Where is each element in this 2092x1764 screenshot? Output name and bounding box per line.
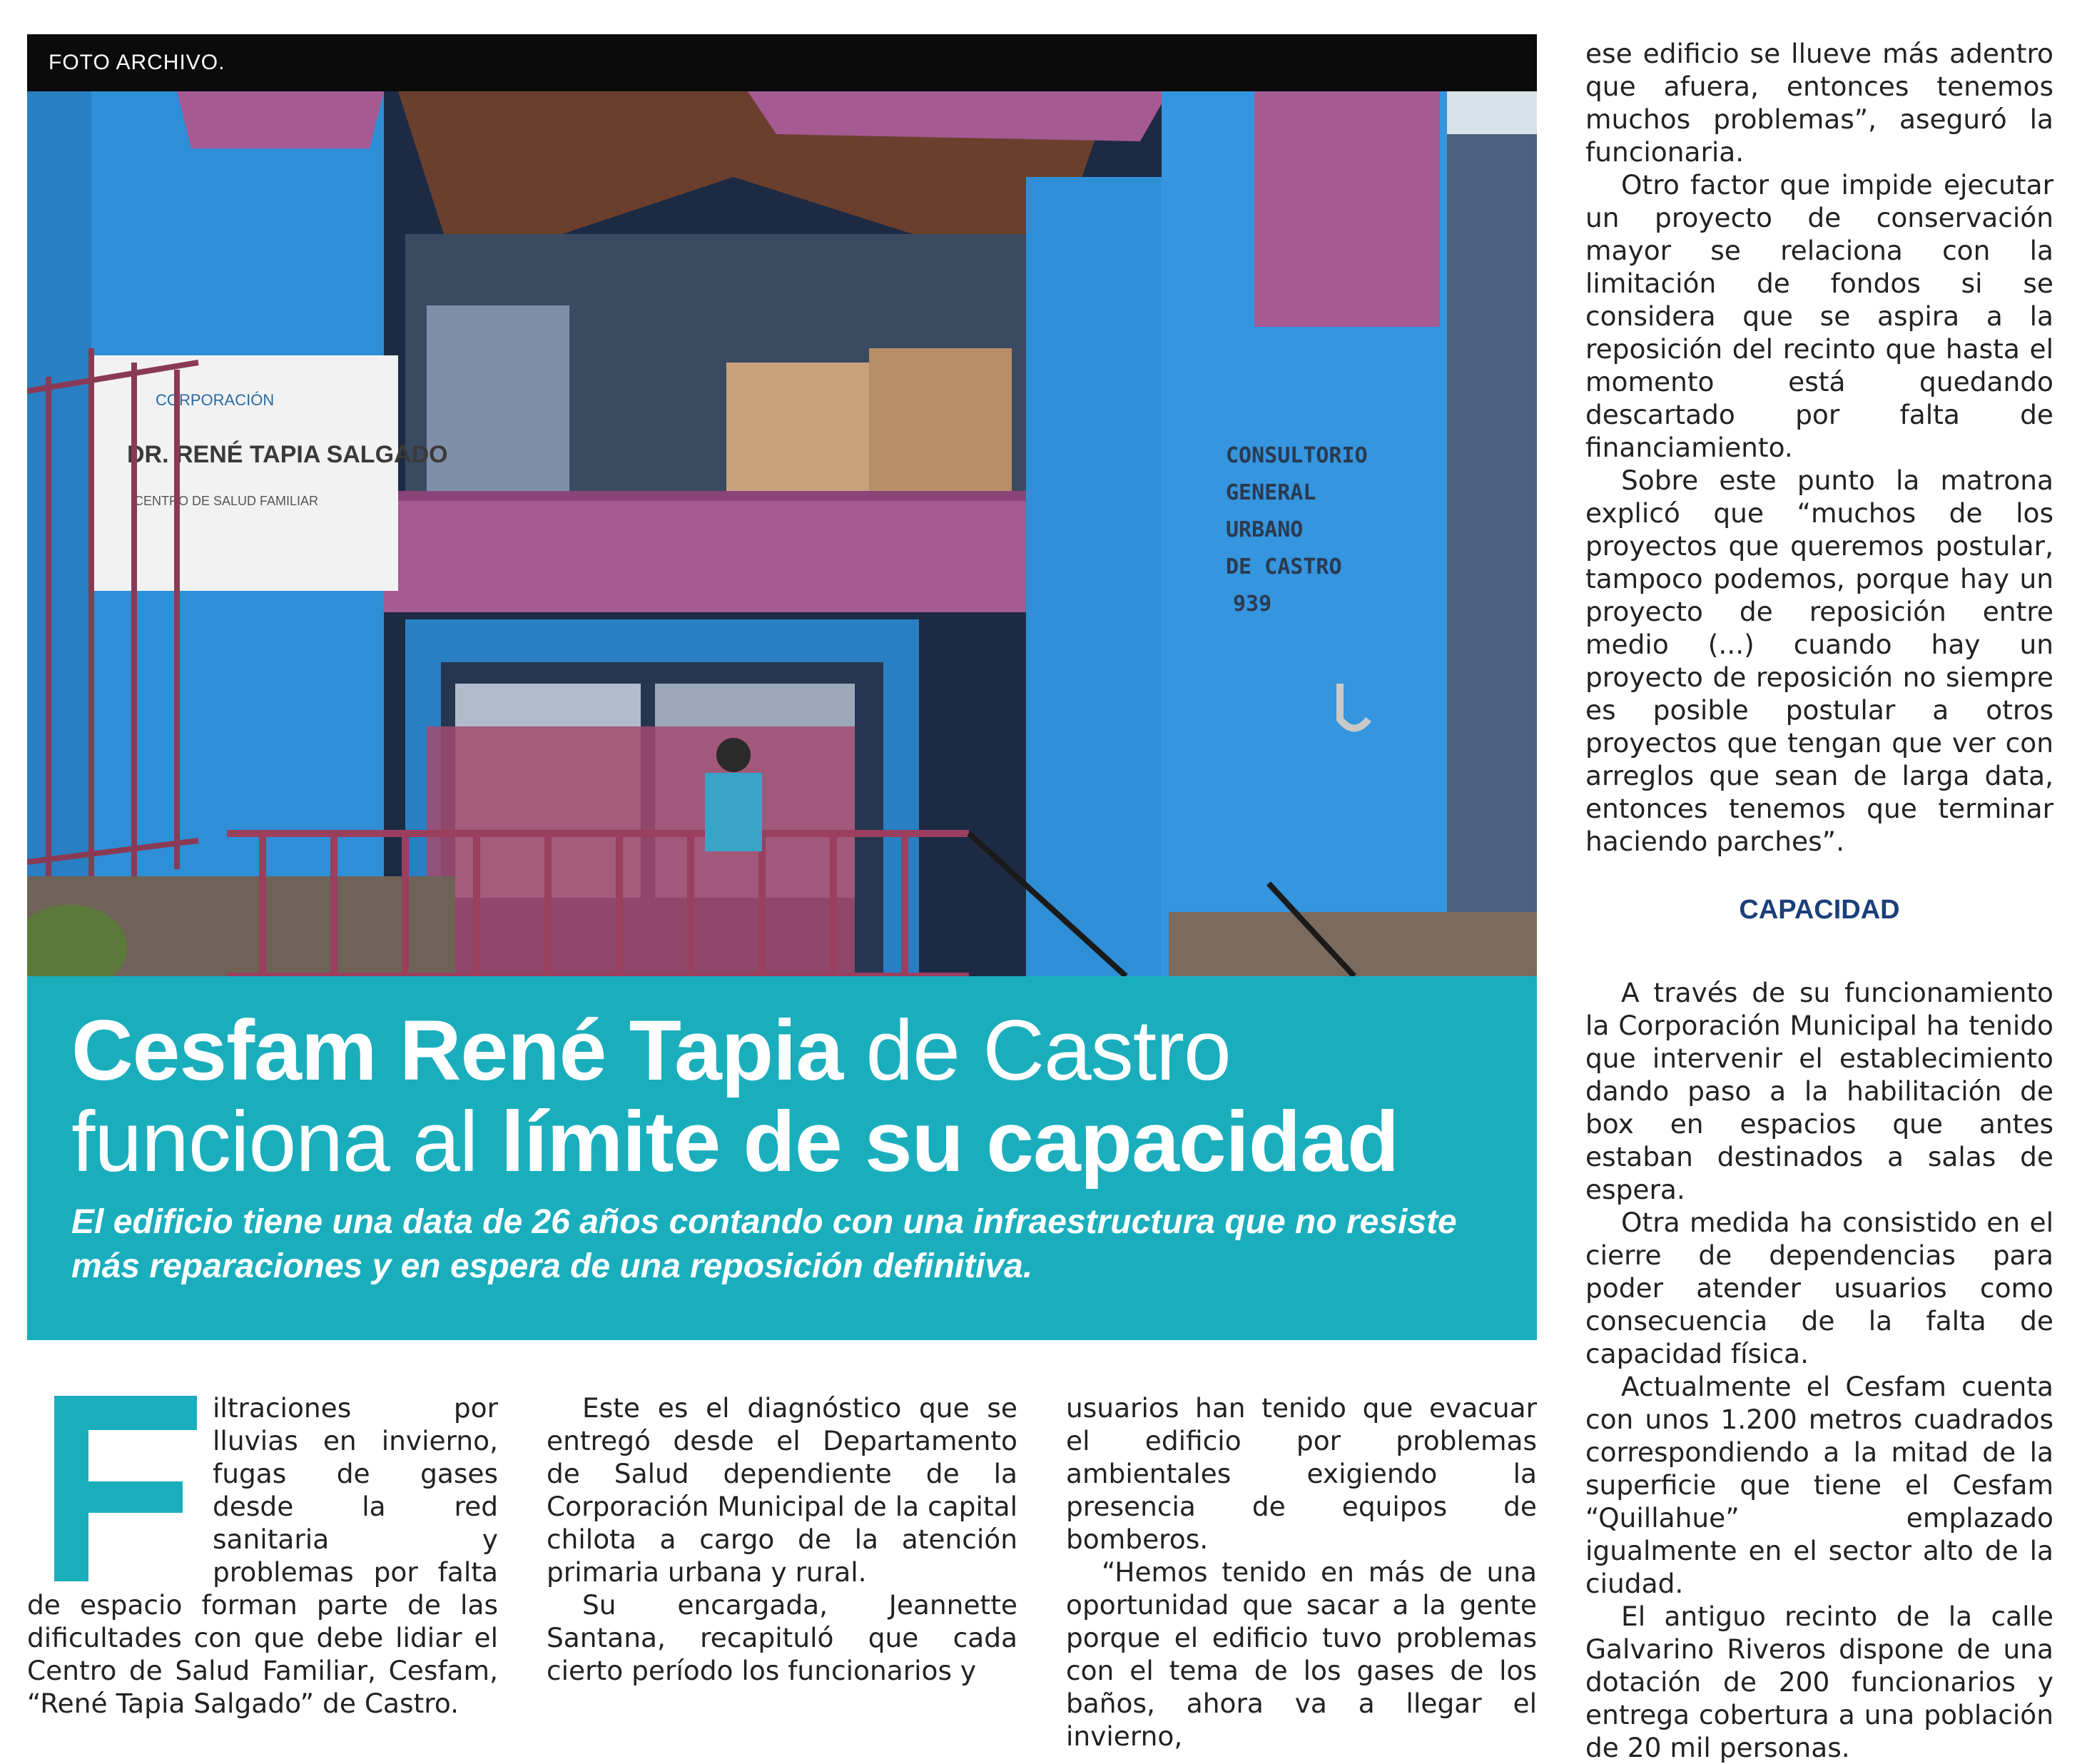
headline-banner [27,976,1537,1340]
headline-part-4: límite de su capacidad [500,1094,1399,1190]
article-column-2 [547,1392,1017,1687]
col2-paragraph-2: Su encargada, Jeannette Santana, recapituló que cada cierto período los funcionarios y [547,1589,1017,1686]
col3-paragraph-2: “Hemos tenido en más de una oportunidad que sacar a la gente porque el edificio tuvo problemas con el tema de los gases de los baños, ahora va a llegar el invierno, [1066,1556,1537,1752]
col4-paragraph-1: ese edificio se llueve más adentro que afuera, entonces tenemos muchos problemas”, aseguró la funcionaria. [1585,38,2053,168]
building-text-5: 939 [1233,592,1272,617]
dropcap [27,1396,198,1581]
section-heading: CAPACIDAD [1739,895,1900,925]
col2-paragraph-1: Este es el diagnóstico que se entregó desde el Departamento de Salud dependiente de la Corporación Municipal de la capital chilota a cargo de la atención primaria urbana y rural. [547,1392,1017,1588]
building-text-3: URBANO [1226,517,1304,542]
article-column-4 [1585,37,2053,1764]
col4-paragraph-2: Otro factor que impide ejecutar un proyecto de conservación mayor se relaciona con la limitación de fondos si se considera que se aspira a la reposición del recinto que hasta el momento está quedando descartado por falta de financiamiento. [1585,169,2053,463]
headline-part-2: de Castro [843,1003,1231,1098]
col4-paragraph-3: Sobre este punto la matrona explicó que “muchos de los proyectos que queremos postular, tampoco podemos, porque hay un proyecto de reposición entre medio (...) cuando hay un proyecto de reposición no siempre es posible postular a otros proyectos que tengan que ver con arreglos que sean de larga data, entonces tenemos que terminar haciendo parches”. [1585,465,2053,857]
building-text-4: DE CASTRO [1226,554,1342,579]
article-column-3 [1066,1392,1537,1753]
deck: El edificio tiene una data de 26 años contando con una infraestructura que no resiste más reparaciones y en espera de una reposición definitiva. [71,1203,1457,1285]
article-column-1 [27,1392,498,1720]
col4-paragraph-5: Otra medida ha consistido en el cierre de dependencias para poder atender usuarios como consecuencia de la falta de capacidad física. [1585,1207,2053,1369]
col4-paragraph-4: A través de su funcionamiento la Corporación Municipal ha tenido que intervenir el establecimiento dando paso a la habilitación de box en espacios que antes estaban destinados a salas de espera. [1585,977,2053,1205]
sign-subtext: CENTRO DE SALUD FAMILIAR [134,494,319,508]
sign-logo: CORPORACIÓN [156,391,275,409]
photo-credit: FOTO ARCHIVO. [27,34,1537,91]
col4-paragraph-7: El antiguo recinto de la calle Galvarino Riveros dispone de una dotación de 200 funcionarios y entrega cobertura a una población de 20 mil personas. [1585,1601,2053,1763]
sign-text: DR. RENÉ TAPIA SALGADO [127,441,448,468]
col4-paragraph-6: Actualmente el Cesfam cuenta con unos 1.200 metros cuadrados correspondiendo a la mitad de la superficie que tiene el Cesfam “Quillahue” emplazado igualmente en el sector alto de la ciudad. [1585,1371,2053,1599]
headline-part-3: funciona al [71,1094,501,1190]
building-photo [27,91,1537,976]
headline [71,1003,1494,1190]
headline-part-1: Cesfam René Tapia [71,1003,843,1098]
building-text-1: CONSULTORIO [1226,443,1368,468]
col3-paragraph-1: usuarios han tenido que evacuar el edificio por problemas ambientales exigiendo la presencia de equipos de bomberos. [1066,1392,1537,1555]
building-text-2: GENERAL [1226,480,1316,505]
col1-paragraph-1: iltraciones por lluvias en invierno, fugas de gases desde la red sanitaria y problemas por falta de espacio forman parte de las dificultades con que debe lidiar el Centro de Salud Familiar, Cesfam, “René Tapia Salgado” de Castro. [27,1392,498,1719]
